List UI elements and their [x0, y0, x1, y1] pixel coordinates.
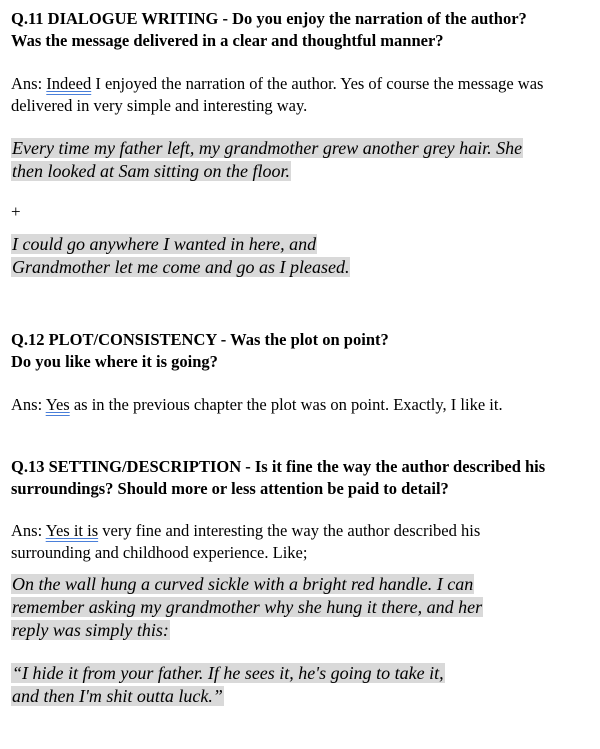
question-11-title: Q.11 DIALOGUE WRITING - Do you enjoy the narration of the author? Was the message delivered in a clear and thoughtful manner?: [11, 9, 527, 50]
question-13: [11, 456, 596, 708]
question-13-title: Q.13 SETTING/DESCRIPTION - Is it fine the way the author described his surroundings? Should more or less attention be paid to detail?: [11, 457, 546, 498]
quote-11-b: I could go anywhere I wanted in here, and Grandmother let me come and go as I pleased.: [12, 234, 350, 277]
quote-13-b: “I hide it from your father. If he sees it, he's going to take it, and then I'm shit outta luck.”: [12, 663, 444, 706]
quote-13-a: On the wall hung a curved sickle with a bright red handle. I can remember asking my grandmother why she hung it there, and her reply was simply this:: [12, 574, 483, 640]
answer-11: Ans: Indeed I enjoyed the narration of the author. Yes of course the message was delivered in very simple and interesting way.: [11, 74, 544, 115]
question-12: [11, 329, 596, 416]
plus-sign: +: [11, 202, 21, 221]
document-body: [11, 8, 596, 708]
answer-13: Ans: Yes it is very fine and interesting the way the author described his surrounding and childhood experience. Like;: [11, 521, 481, 562]
underlined-word: Indeed: [46, 74, 92, 93]
quote-11-a: Every time my father left, my grandmother grew another grey hair. She then looked at Sam sitting on the floor.: [12, 138, 523, 181]
underlined-word: Yes: [45, 395, 70, 414]
question-12-title: Q.12 PLOT/CONSISTENCY - Was the plot on point? Do you like where it is going?: [11, 330, 389, 371]
question-11: [11, 8, 596, 279]
answer-12: Ans: Yes as in the previous chapter the plot was on point. Exactly, I like it.: [11, 395, 503, 414]
underlined-word: Yes it is: [45, 521, 99, 540]
